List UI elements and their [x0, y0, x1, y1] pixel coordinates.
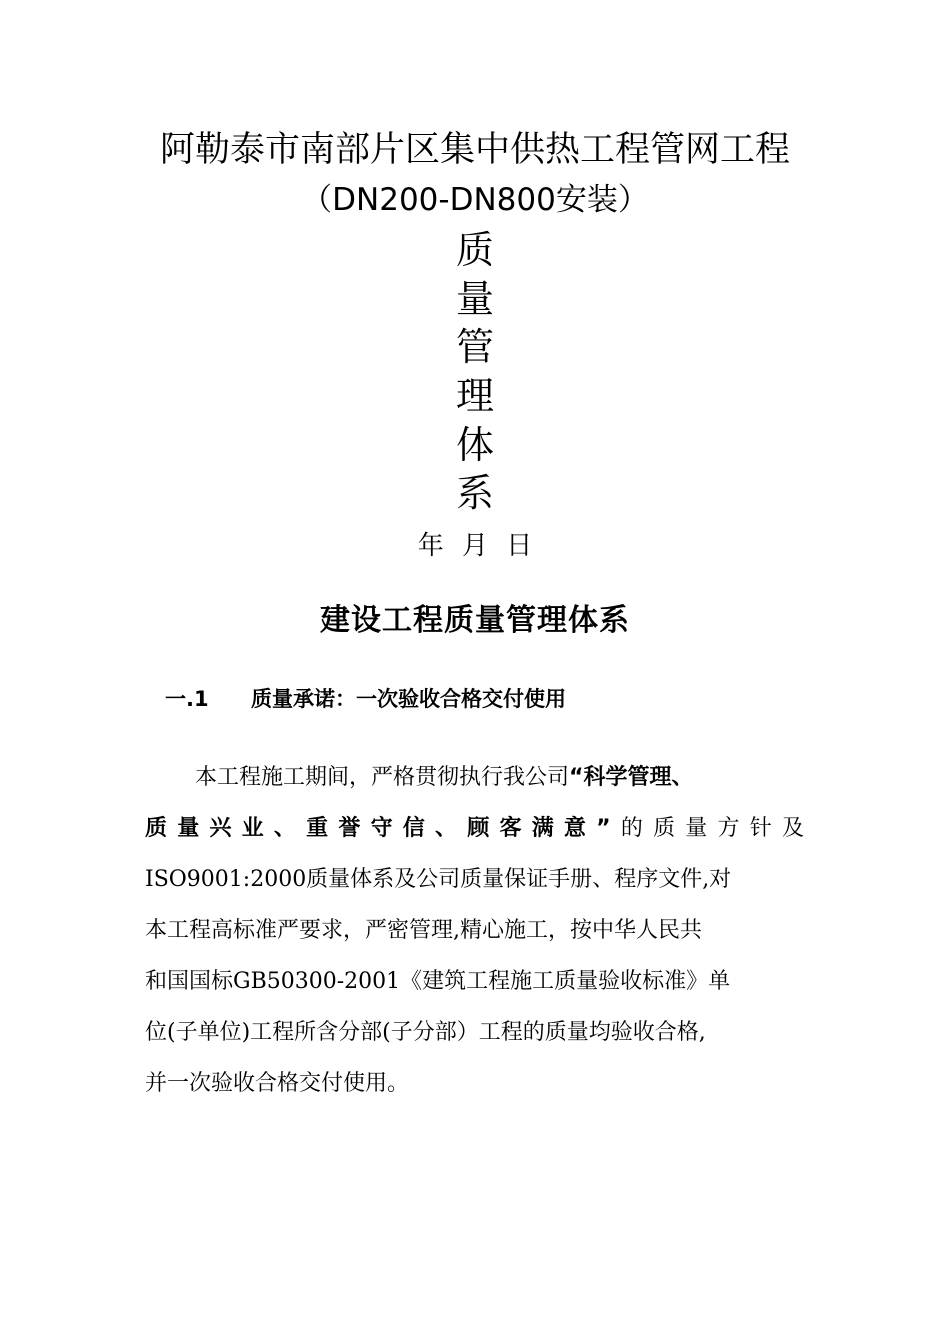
subsection-number: 一.1 [165, 687, 209, 711]
body-line [145, 803, 810, 854]
vertical-title-char: 管 [455, 325, 494, 370]
body-line: ISO9001:2000质量体系及公司质量保证手册、程序文件,对 [145, 867, 732, 892]
body-line: 本工程高标准严要求，严密管理,精心施工，按中华人民共 [145, 918, 702, 943]
vertical-title-char: 质 [455, 228, 494, 272]
body-text-run: 本工程施工期间，严格贯彻执行我公司 [195, 765, 570, 790]
vertical-title [0, 226, 950, 518]
vertical-title-char: 系 [455, 471, 494, 516]
body-paragraph [145, 752, 810, 1109]
body-line: 并一次验收合格交付使用。 [145, 1071, 410, 1096]
vertical-title-char: 量 [455, 276, 494, 321]
body-bold-run: “科学管理、 [569, 765, 694, 790]
subsection-title: 质量承诺：一次验收合格交付使用 [251, 687, 566, 711]
vertical-title-char: 理 [455, 374, 494, 419]
cover-title-line2: （DN200-DN800安装） [301, 182, 649, 218]
vertical-title-char: 体 [455, 422, 494, 467]
body-bold-run: 质量兴业、重誉守信、顾客满意” [145, 816, 617, 841]
subsection-heading [165, 684, 566, 714]
section-title: 建设工程质量管理体系 [320, 603, 630, 638]
body-line: 和国国标GB50300-2001《建筑工程施工质量验收标准》单 [145, 969, 731, 994]
date-line: 年 月 日 [417, 531, 533, 561]
body-line: 位(子单位)工程所含分部(子分部）工程的质量均验收合格, [145, 1020, 706, 1045]
cover-title-line1: 阿勒泰市南部片区集中供热工程管网工程 [159, 130, 790, 170]
body-line [145, 752, 810, 803]
body-text-run: 的质量方针及 [616, 816, 810, 841]
